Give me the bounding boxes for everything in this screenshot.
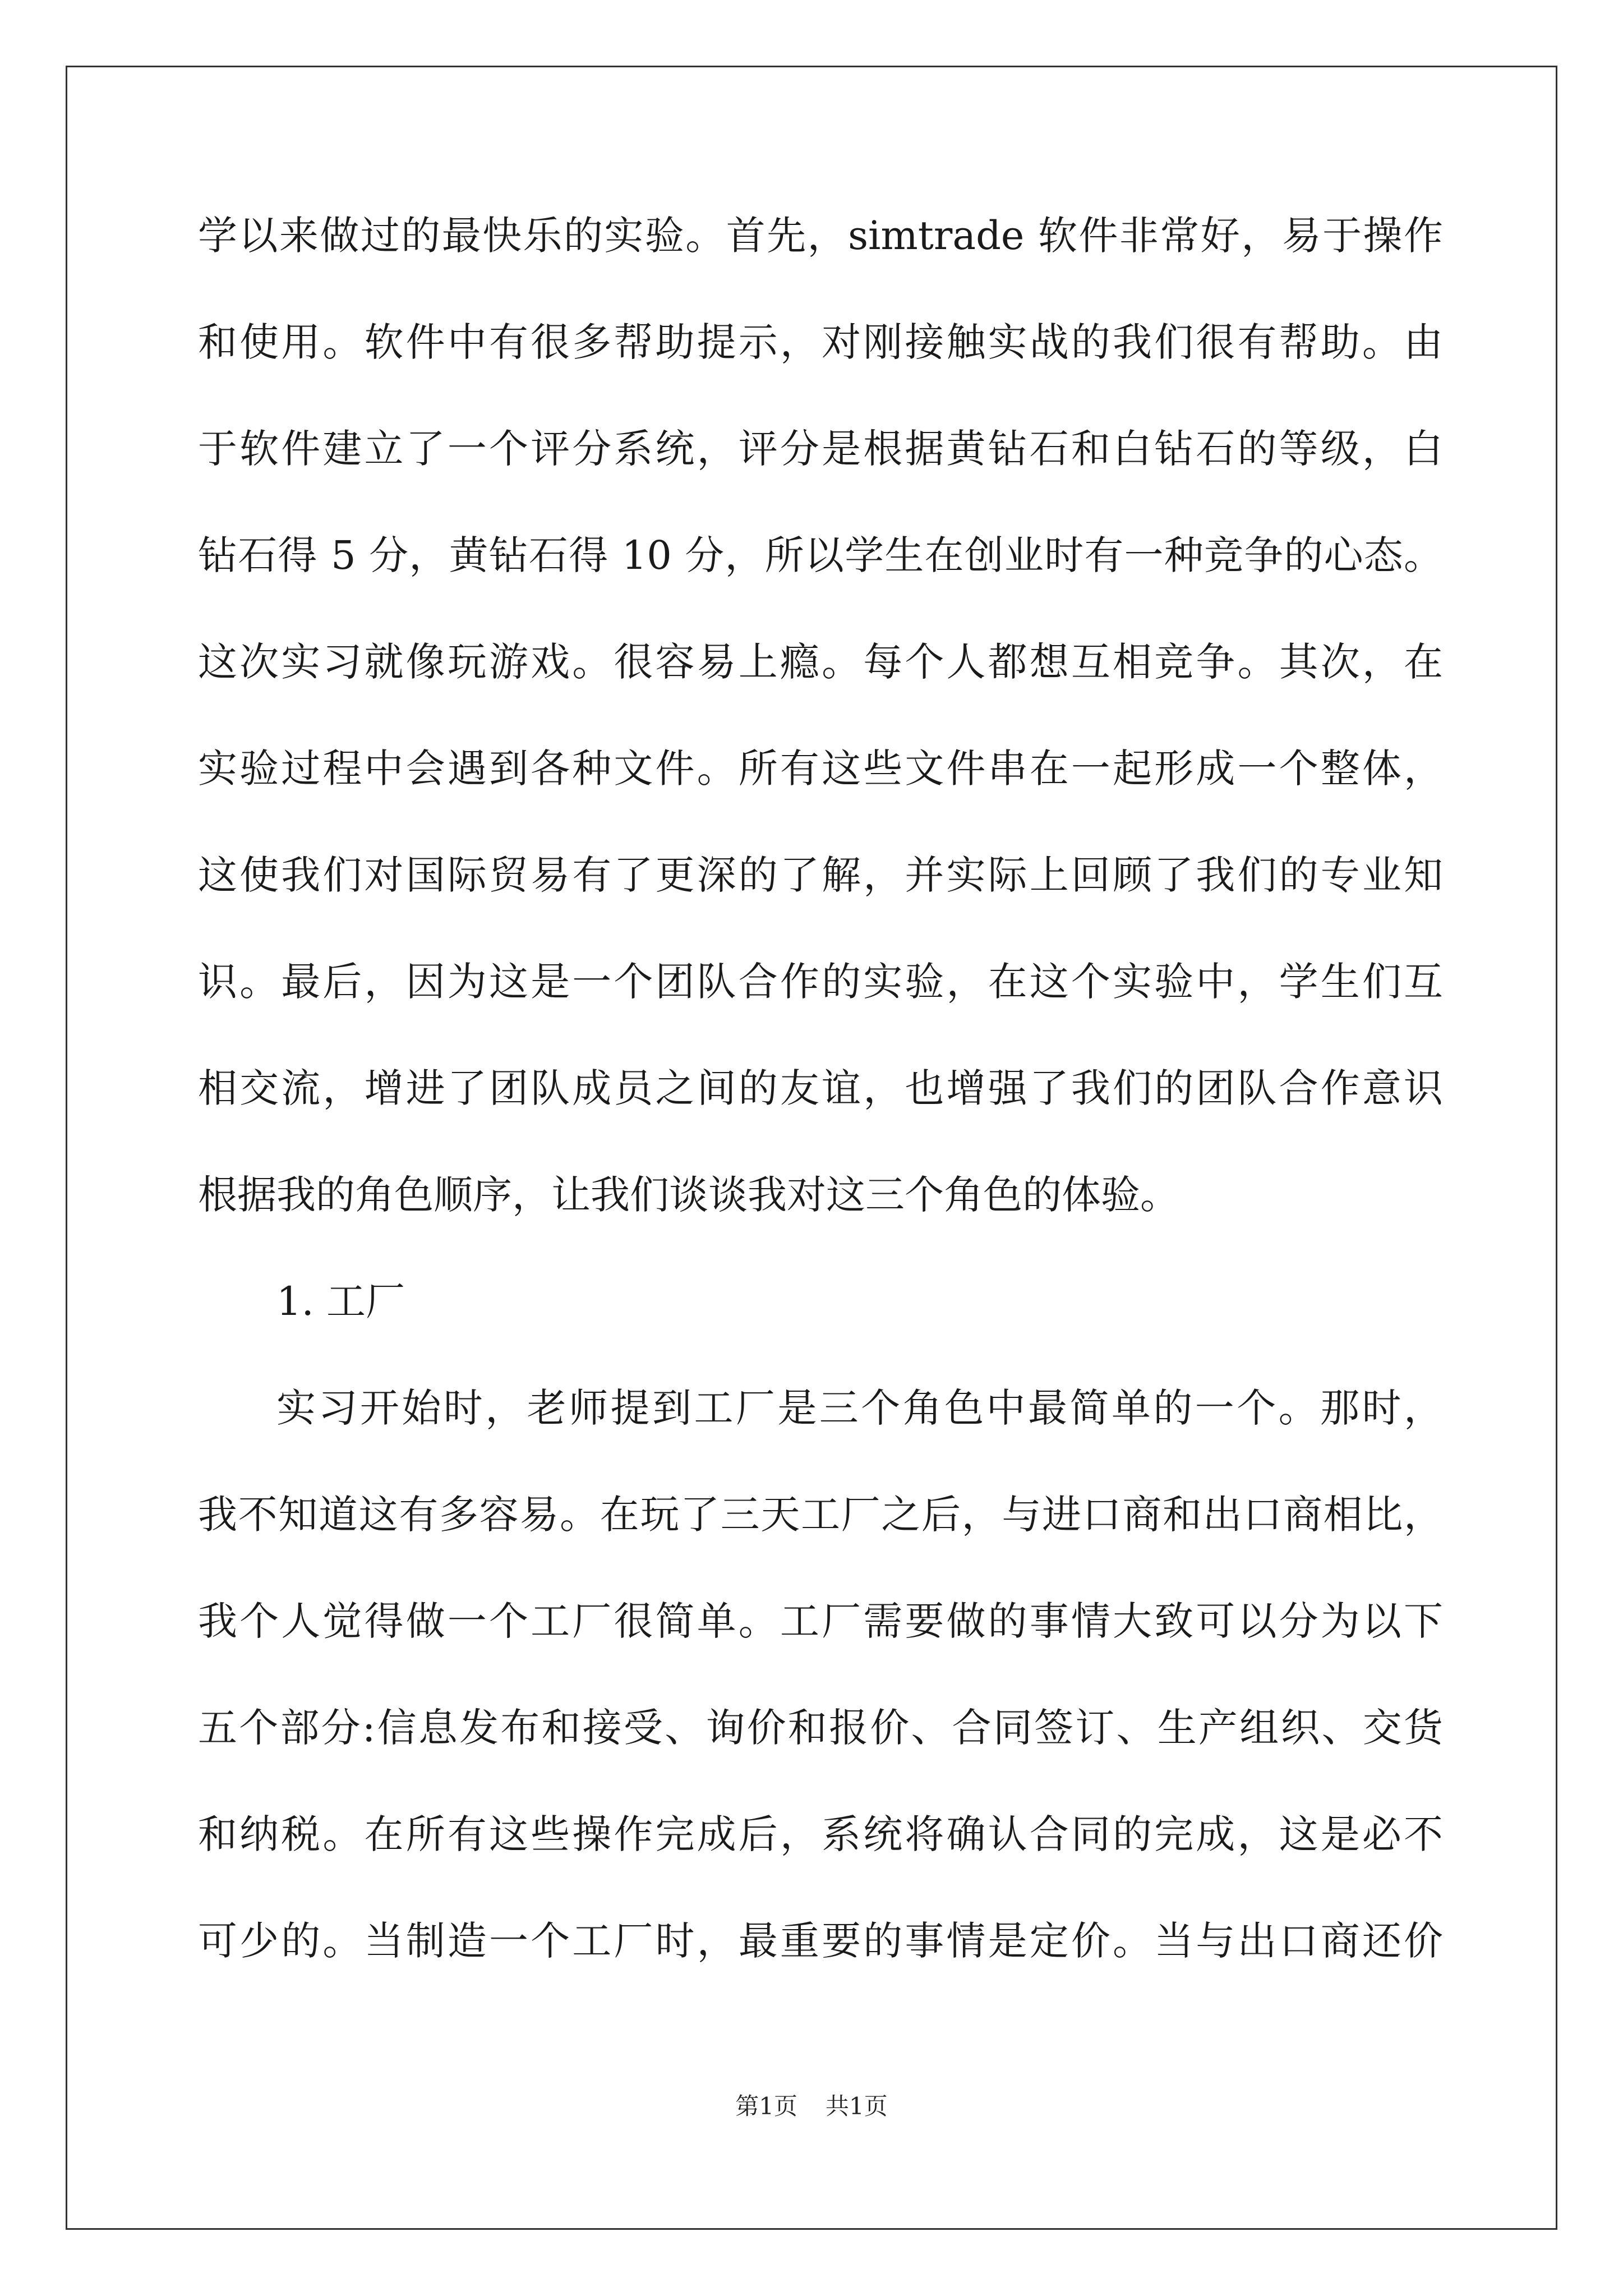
text-line: 实验过程中会遇到各种文件。所有这些文件串在一起形成一个整体， bbox=[198, 746, 1443, 792]
text-line: 根据我的角色顺序，让我们谈谈我对这三个角色的体验。 bbox=[198, 1172, 1179, 1218]
text-line: 我不知道这有多容易。在玩了三天工厂之后，与进口商和出口商相比， bbox=[198, 1492, 1443, 1538]
text-line: 学以来做过的最快乐的实验。首先，simtrade 软件非常好，易于操作 bbox=[198, 213, 1443, 259]
text-line: 和纳税。在所有这些操作完成后，系统将确认合同的完成，这是必不 bbox=[198, 1811, 1443, 1857]
text-line: 和使用。软件中有很多帮助提示，对刚接触实战的我们很有帮助。由 bbox=[198, 319, 1443, 365]
section-heading: 1. 工厂 bbox=[276, 1278, 405, 1324]
page-footer bbox=[0, 2088, 1623, 2122]
text-line: 实习开始时，老师提到工厂是三个角色中最简单的一个。那时， bbox=[276, 1385, 1443, 1431]
text-line: 识。最后，因为这是一个团队合作的实验，在这个实验中，学生们互 bbox=[198, 959, 1443, 1005]
text-line: 相交流，增进了团队成员之间的友谊，也增强了我们的团队合作意识 bbox=[198, 1065, 1443, 1111]
text-line: 这次实习就像玩游戏。很容易上瘾。每个人都想互相竞争。其次，在 bbox=[198, 639, 1443, 685]
text-line: 我个人觉得做一个工厂很简单。工厂需要做的事情大致可以分为以下 bbox=[198, 1598, 1443, 1644]
text-line: 钻石得 5 分，黄钻石得 10 分，所以学生在创业时有一种竞争的心态。 bbox=[198, 532, 1443, 578]
text-line: 五个部分:信息发布和接受、询价和报价、合同签订、生产组织、交货 bbox=[198, 1705, 1443, 1751]
text-line: 于软件建立了一个评分系统，评分是根据黄钻石和白钻石的等级，白 bbox=[198, 426, 1443, 472]
document-body bbox=[198, 213, 1443, 2028]
page-number: 第1页 bbox=[735, 2092, 797, 2120]
text-line: 可少的。当制造一个工厂时，最重要的事情是定价。当与出口商还价 bbox=[198, 1918, 1443, 1964]
page-total: 共1页 bbox=[826, 2092, 888, 2120]
text-line: 这使我们对国际贸易有了更深的了解，并实际上回顾了我们的专业知 bbox=[198, 852, 1443, 898]
